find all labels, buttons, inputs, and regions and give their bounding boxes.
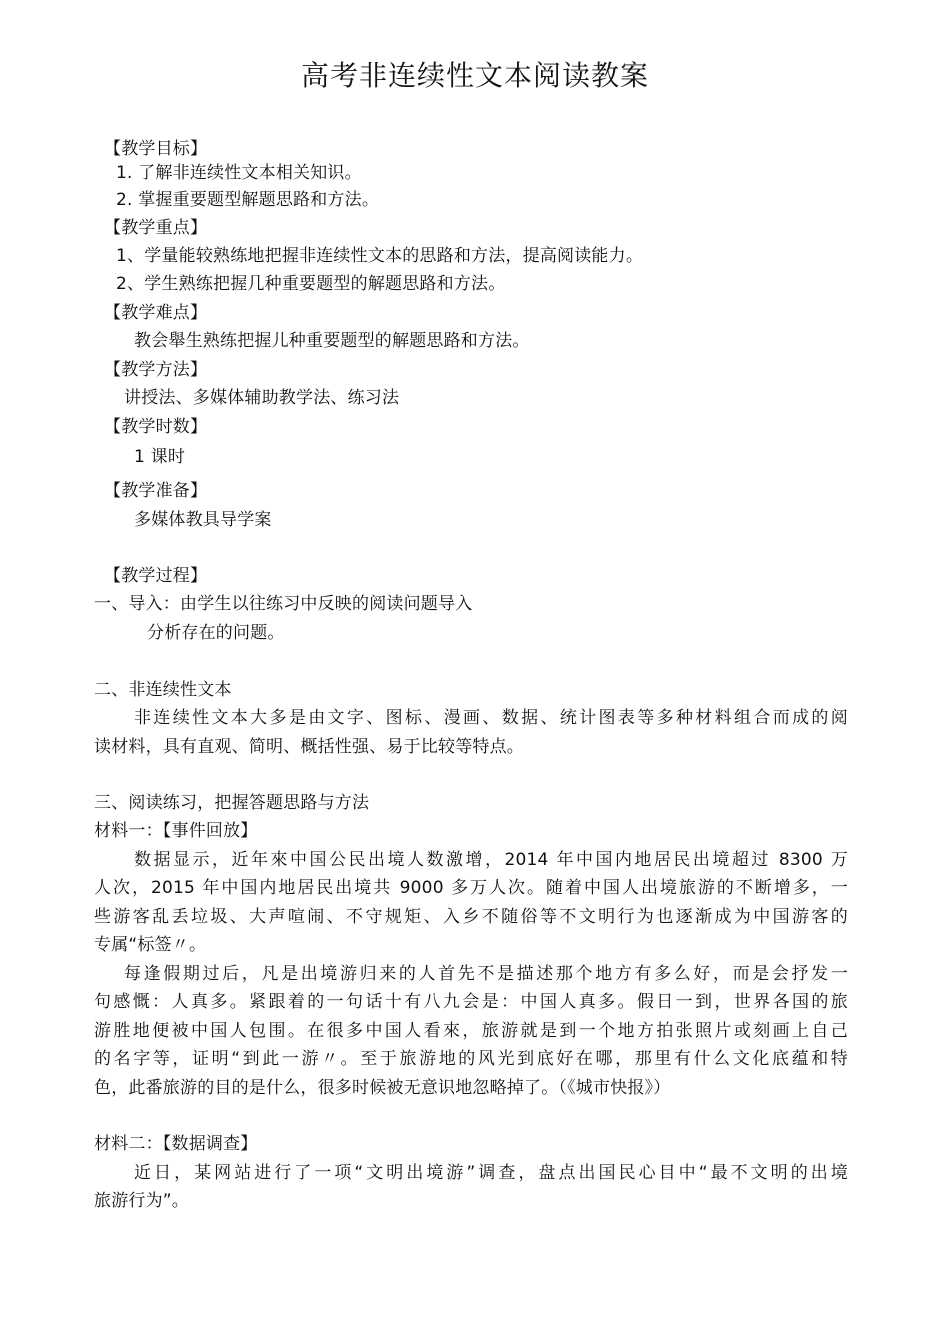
goal-item-2: 2. 掌握重要题型解题思路和方法。 (116, 190, 380, 210)
material-1-heading: 材料一：【事件回放】 (94, 821, 258, 841)
material-1-paragraph-line: 游胜地便被中国人包围。在很多中国人看來，旅游就是到一个地方拍张照片或刻画上自己 (94, 1021, 848, 1041)
difficulty-text: 教会舉生熟练把握儿种重要题型的解题思路和方法。 (134, 331, 530, 351)
goal-heading: 【教学目标】 (104, 139, 208, 159)
method-heading: 【教学方法】 (104, 360, 208, 380)
goal-item-1: 1. 了解非连续性文本相关知识。 (116, 163, 362, 183)
material-1-paragraph-line: 些游客乱丢垃圾、大声喧闹、不守规矩、入乡不随俗等不文明行为也逐渐成为中国游客的 (94, 907, 848, 927)
material-1-paragraph-line: 每逢假期过后，凡是出境游归来的人首先不是描述那个地方有多么好，而是会抒发一 (124, 964, 848, 984)
difficulty-heading: 【教学难点】 (104, 303, 208, 323)
key-heading: 【教学重点】 (104, 218, 208, 238)
document-title: 高考非连续性文本阅读教案 (300, 59, 649, 92)
material-1-paragraph-line: 的名字等，证明“到此一游〃。至于旅游地的风光到底好在哪，那里有什么文化底蕴和特 (94, 1049, 848, 1069)
process-heading: 【教学过程】 (104, 566, 208, 586)
method-text: 讲授法、多媒体辅助教学法、练习法 (124, 388, 400, 408)
material-1-paragraph-line: 数据显示，近年來中国公民出境人数激增，2014 年中国内地居民出境超过 8300 万 (134, 850, 848, 870)
material-1-paragraph-line: 句感慨：人真多。紧跟着的一句话十有八九会是：中国人真多。假日一到，世界各国的旅 (94, 992, 848, 1012)
material-2-heading: 材料二：【数据调查】 (94, 1134, 258, 1154)
section-2-paragraph-line: 读材料，具有直观、简明、概括性强、易于比较等特点。 (94, 737, 524, 757)
material-2-paragraph-line: 旅游行为”。 (94, 1191, 190, 1211)
hours-text: 1 课时 (134, 447, 186, 467)
section-2-paragraph-line: 非连续性文本大多是由文字、图标、漫画、数据、统计图表等多种材料组合而成的阅 (134, 708, 848, 728)
section-3-heading: 三、阅读练习，把握答题思路与方法 (94, 793, 370, 813)
section-2-heading: 二、非连续性文本 (94, 680, 232, 700)
prep-text: 多媒体教具导学案 (134, 510, 272, 530)
key-item-1: 1、学量能较熟练地把握非连续性文本的思路和方法，提高阅读能力。 (116, 246, 644, 266)
prep-heading: 【教学准备】 (104, 481, 208, 501)
material-1-paragraph-line: 专属“标签〃。 (94, 935, 207, 955)
key-item-2: 2、学生熟练把握几种重要题型的解题思路和方法。 (116, 274, 506, 294)
material-1-paragraph-line: 色，此番旅游的目的是什么，很多时候被无意识地忽略掉了。（《城市快报》） (94, 1078, 671, 1098)
material-2-paragraph-line: 近日，某网站进行了一项“文明出境游”调查，盘点出国民心目中“最不文明的出境 (134, 1163, 848, 1183)
hours-heading: 【教学时数】 (104, 417, 208, 437)
material-1-paragraph-line: 人次，2015 年中国内地居民出境共 9000 多万人次。随着中国人出境旅游的不断增多，一 (94, 878, 848, 898)
section-1-heading: 一、导入：由学生以往练习中反映的阅读问题导入 (94, 594, 473, 614)
section-1-text: 分析存在的问题。 (147, 623, 285, 643)
